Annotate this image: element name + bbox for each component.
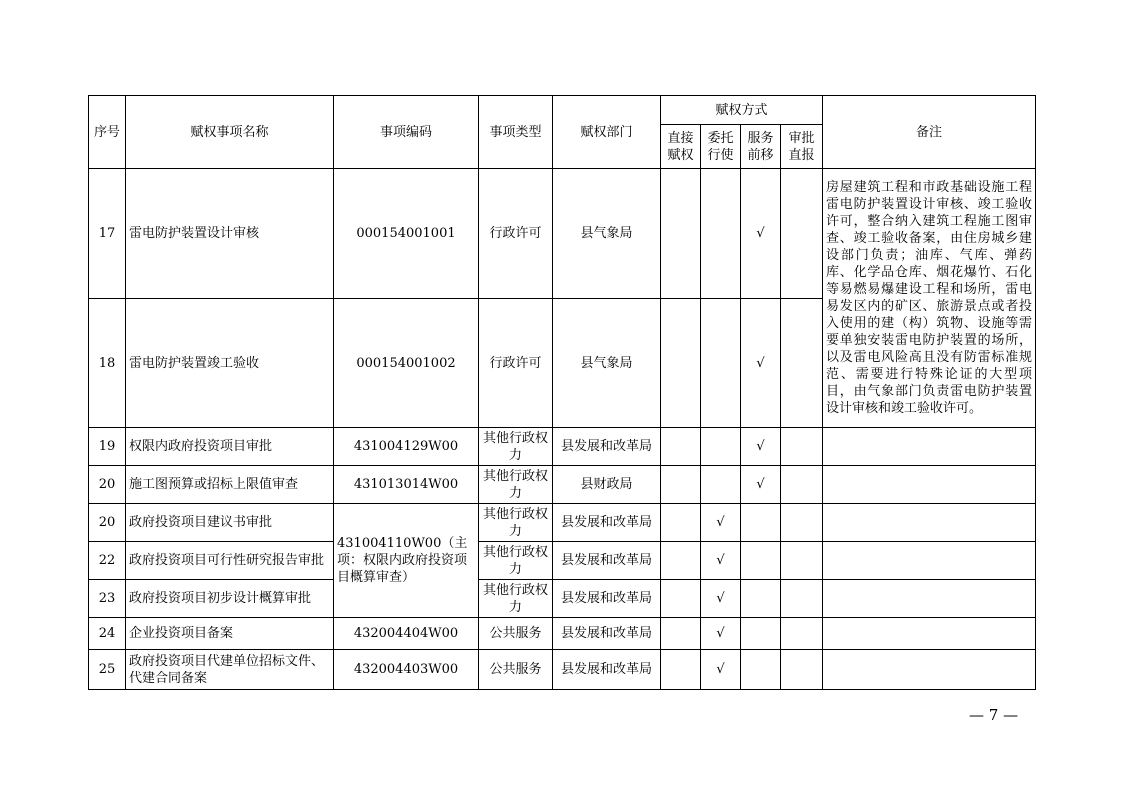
row-report [781, 504, 823, 542]
row-dept: 县发展和改革局 [553, 542, 661, 580]
row-direct [661, 428, 701, 466]
row-type: 行政许可 [479, 169, 553, 299]
row-direct [661, 169, 701, 299]
row-direct [661, 466, 701, 504]
row-dept: 县发展和改革局 [553, 650, 661, 690]
row-service [741, 580, 781, 618]
row-report [781, 169, 823, 299]
row-type: 其他行政权力 [479, 504, 553, 542]
row-service: √ [741, 428, 781, 466]
header-report: 审批直报 [781, 125, 823, 169]
row-service: √ [741, 169, 781, 299]
merged-code: 431004110W00（主项：权限内政府投资项目概算审查） [334, 504, 479, 618]
row-service: √ [741, 299, 781, 428]
header-remark: 备注 [823, 96, 1036, 169]
row-remark [823, 428, 1036, 466]
row-service [741, 542, 781, 580]
row-type: 其他行政权力 [479, 428, 553, 466]
row-type: 其他行政权力 [479, 542, 553, 580]
row-direct [661, 618, 701, 650]
row-dept: 县财政局 [553, 466, 661, 504]
header-code: 事项编码 [334, 96, 479, 169]
table-row [89, 542, 1036, 580]
row-dept: 县发展和改革局 [553, 580, 661, 618]
row-name: 政府投资项目代建单位招标文件、代建合同备案 [126, 650, 334, 690]
row-report [781, 650, 823, 690]
table-row [89, 466, 1036, 504]
row-type: 行政许可 [479, 299, 553, 428]
row-code: 000154001002 [334, 299, 479, 428]
row-type: 其他行政权力 [479, 580, 553, 618]
row-type: 其他行政权力 [479, 466, 553, 504]
row-code: 431004129W00 [334, 428, 479, 466]
header-entrust: 委托行使 [701, 125, 741, 169]
row-name: 政府投资项目初步设计概算审批 [126, 580, 334, 618]
row-type: 公共服务 [479, 618, 553, 650]
row-seq: 18 [89, 299, 126, 428]
header-service: 服务前移 [741, 125, 781, 169]
header-row [89, 96, 1036, 125]
table-row [89, 169, 1036, 299]
row-name: 政府投资项目建议书审批 [126, 504, 334, 542]
row-report [781, 466, 823, 504]
row-remark [823, 580, 1036, 618]
row-seq: 23 [89, 580, 126, 618]
row-remark [823, 466, 1036, 504]
row-service [741, 504, 781, 542]
row-entrust [701, 466, 741, 504]
row-name: 企业投资项目备案 [126, 618, 334, 650]
row-name: 雷电防护装置竣工验收 [126, 299, 334, 428]
row-type: 公共服务 [479, 650, 553, 690]
row-remark [823, 650, 1036, 690]
header-method: 赋权方式 [661, 96, 823, 125]
row-seq: 20 [89, 466, 126, 504]
row-remark [823, 542, 1036, 580]
row-name: 雷电防护装置设计审核 [126, 169, 334, 299]
row-code: 432004404W00 [334, 618, 479, 650]
table-row [89, 428, 1036, 466]
row-name: 施工图预算或招标上限值审查 [126, 466, 334, 504]
row-dept: 县气象局 [553, 169, 661, 299]
row-code: 431013014W00 [334, 466, 479, 504]
header-name: 赋权事项名称 [126, 96, 334, 169]
row-report [781, 428, 823, 466]
row-direct [661, 580, 701, 618]
row-service [741, 618, 781, 650]
header-direct: 直接赋权 [661, 125, 701, 169]
row-remark [823, 504, 1036, 542]
row-dept: 县发展和改革局 [553, 428, 661, 466]
row-name: 政府投资项目可行性研究报告审批 [126, 542, 334, 580]
row-seq: 25 [89, 650, 126, 690]
row-name: 权限内政府投资项目审批 [126, 428, 334, 466]
row-entrust [701, 428, 741, 466]
header-type: 事项类型 [479, 96, 553, 169]
row-seq: 20 [89, 504, 126, 542]
row-entrust: √ [701, 580, 741, 618]
table-row [89, 504, 1036, 542]
row-seq: 24 [89, 618, 126, 650]
row-report [781, 580, 823, 618]
header-dept: 赋权部门 [553, 96, 661, 169]
row-report [781, 299, 823, 428]
row-service [741, 650, 781, 690]
remark-lightning [823, 169, 1036, 428]
header-seq: 序号 [89, 96, 126, 169]
row-report [781, 542, 823, 580]
row-direct [661, 299, 701, 428]
row-entrust: √ [701, 650, 741, 690]
row-remark [823, 618, 1036, 650]
row-entrust: √ [701, 618, 741, 650]
empowerment-table [88, 95, 1036, 690]
row-dept: 县气象局 [553, 299, 661, 428]
row-direct [661, 504, 701, 542]
row-code: 432004403W00 [334, 650, 479, 690]
page-number: — 7 — [969, 706, 1019, 724]
row-entrust [701, 169, 741, 299]
row-entrust: √ [701, 542, 741, 580]
row-dept: 县发展和改革局 [553, 504, 661, 542]
row-seq: 17 [89, 169, 126, 299]
row-dept: 县发展和改革局 [553, 618, 661, 650]
row-entrust [701, 299, 741, 428]
row-entrust: √ [701, 504, 741, 542]
row-seq: 19 [89, 428, 126, 466]
row-seq: 22 [89, 542, 126, 580]
table-row [89, 580, 1036, 618]
table-row [89, 650, 1036, 690]
row-direct [661, 542, 701, 580]
remark-lightning-text: 房屋建筑工程和市政基础设施工程雷电防护装置设计审核、竣工验收许可，整合纳入建筑工程施工图审查、竣工验收备案，由住房城乡建设部门负责；油库、气库、弹药库、化学品仓库、烟花爆竹、石化等易燃易爆建设工程和场所，雷电易发区内的矿区、旅游景点或者投入使用的建（构）筑物、设施等需要单独安装雷电防护装置的场所，以及雷电风险高且没有防雷标准规范、需要进行特殊论证的大型项目，由气象部门负责雷电防护装置设计审核和竣工验收许可。 [826, 180, 1033, 416]
row-service: √ [741, 466, 781, 504]
row-report [781, 618, 823, 650]
row-code: 000154001001 [334, 169, 479, 299]
table-row [89, 618, 1036, 650]
row-direct [661, 650, 701, 690]
